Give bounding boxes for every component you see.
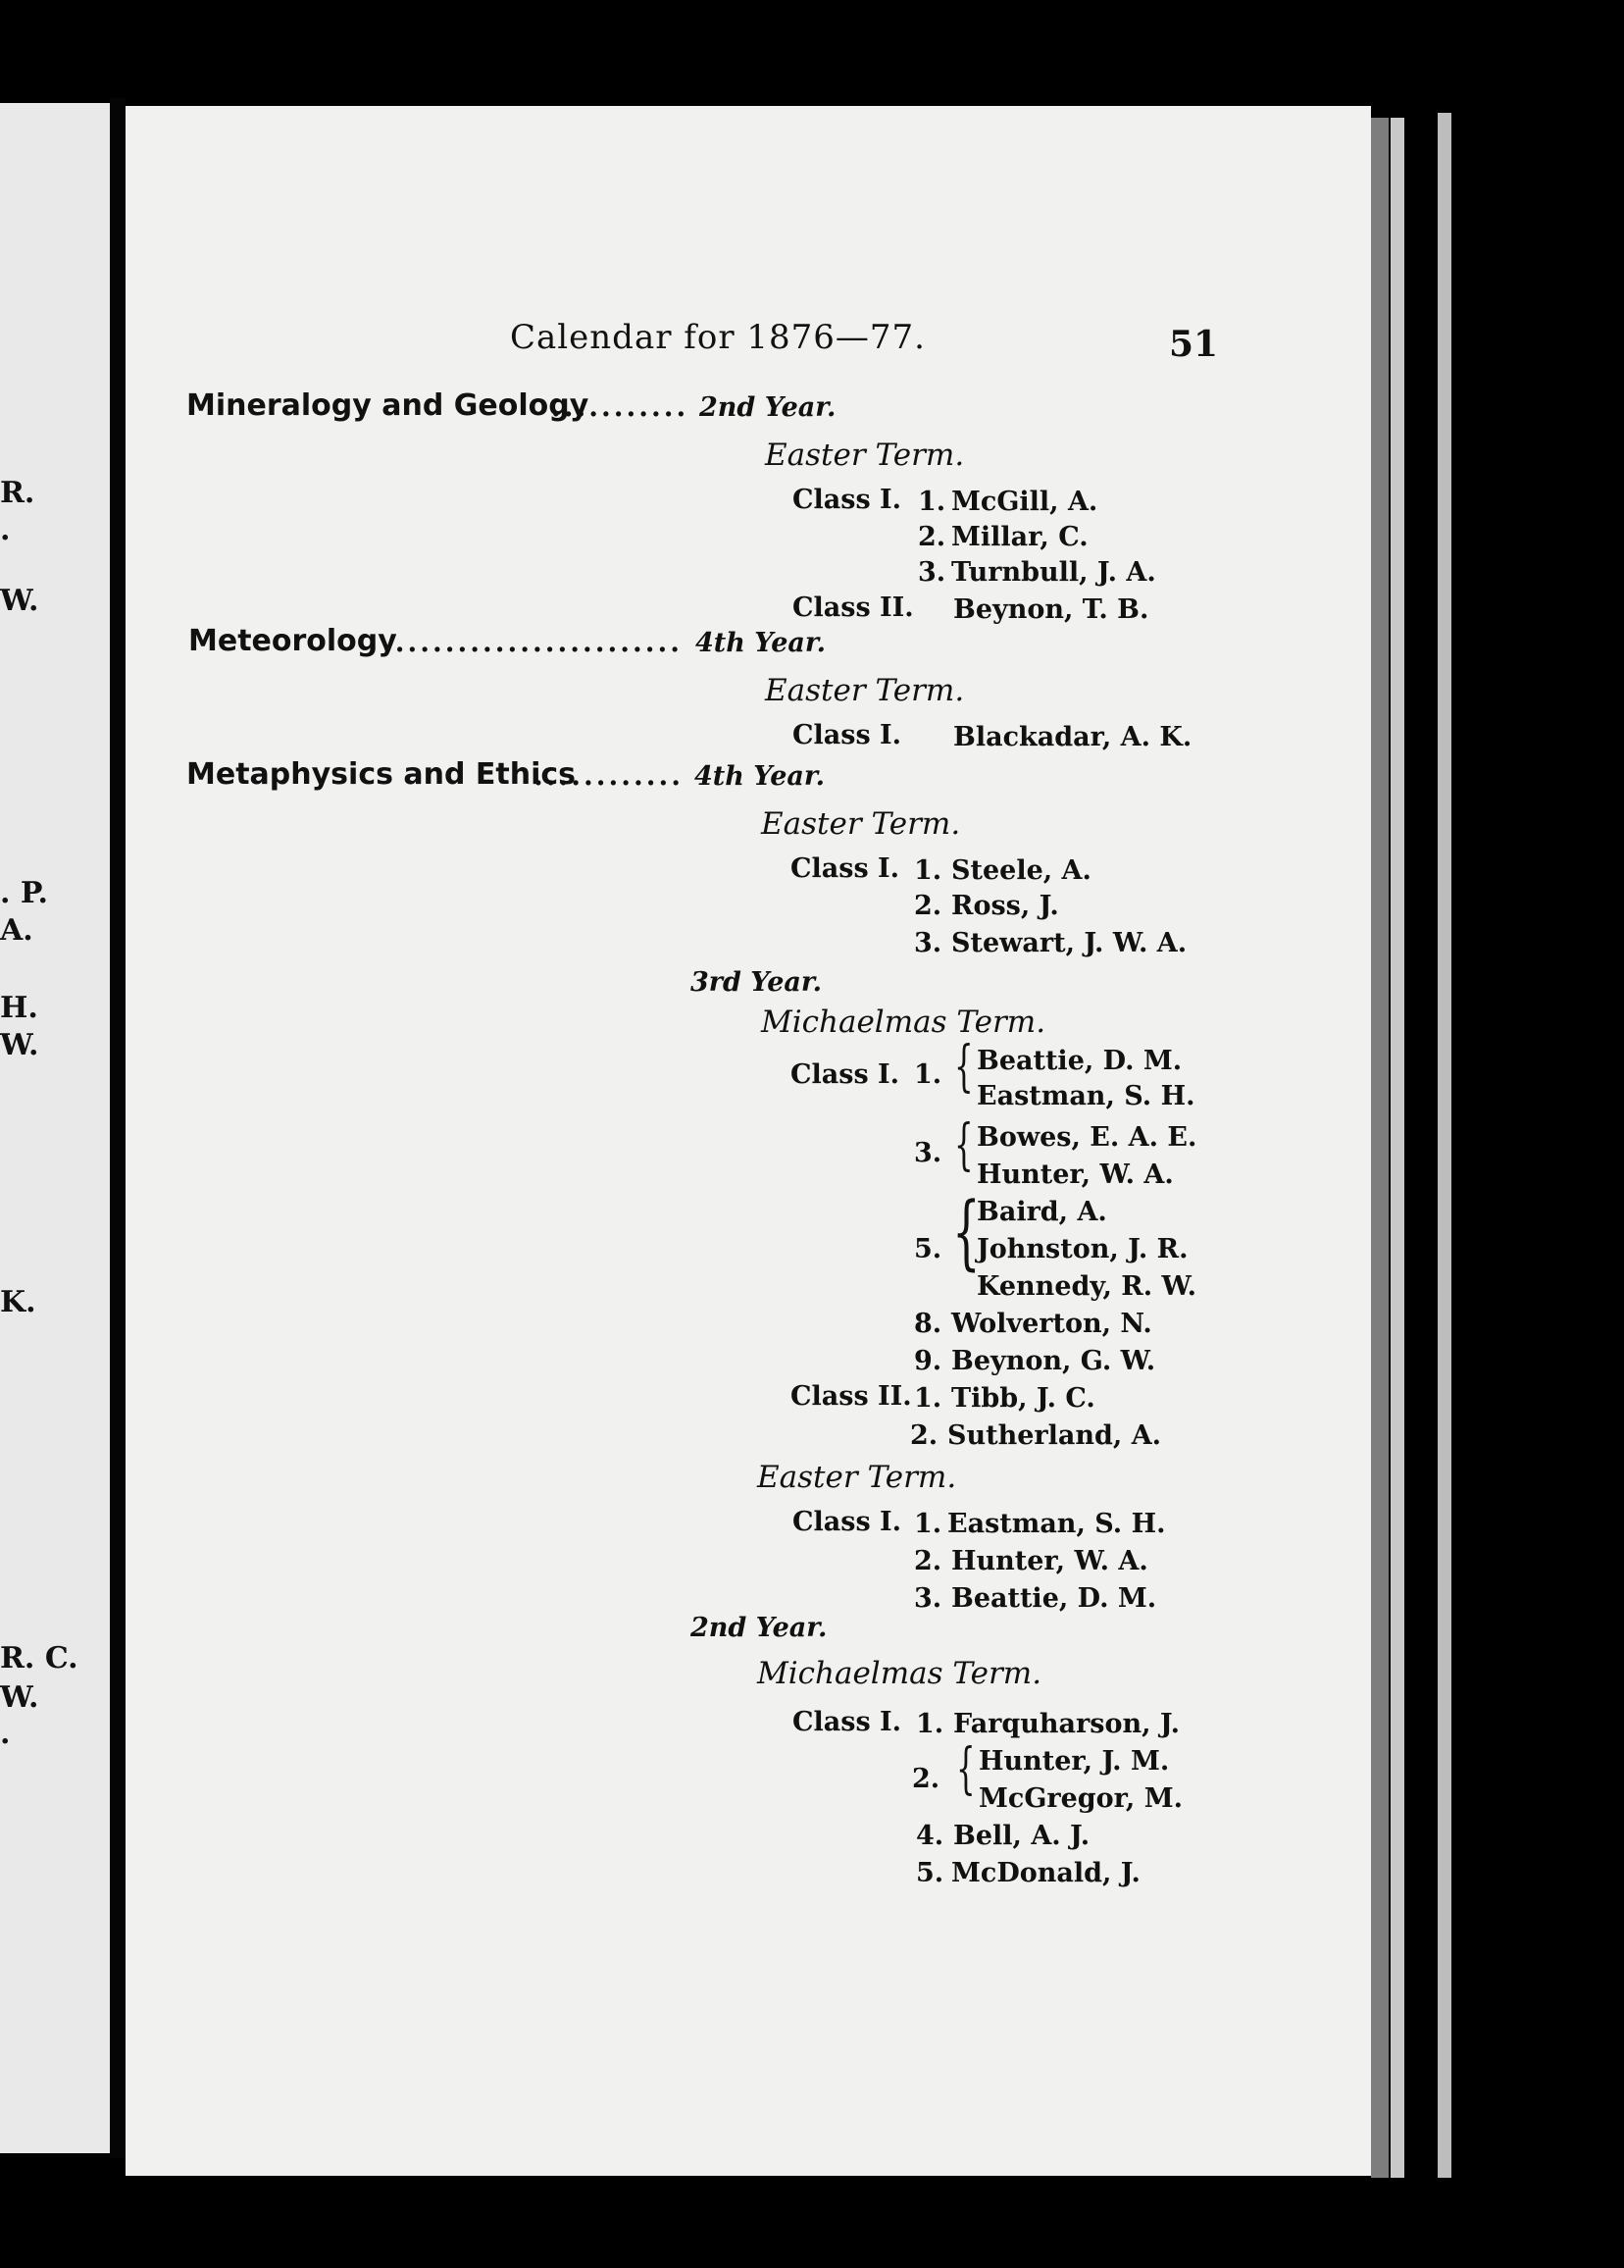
student-name: Beynon, T. B. xyxy=(953,594,1149,625)
page-header-title: Calendar for 1876—77. xyxy=(510,318,926,357)
left-fragment: H. xyxy=(0,991,38,1025)
student-name: McGregor, M. xyxy=(979,1783,1184,1814)
rank-number: 3. xyxy=(918,557,946,588)
rank-number: 1. xyxy=(914,1059,942,1090)
brace: { xyxy=(952,1186,981,1279)
left-fragment: R. xyxy=(0,476,35,510)
student-name: Bowes, E. A. E. xyxy=(977,1122,1197,1153)
term-heading: Easter Term. xyxy=(757,1460,957,1495)
student-name: Eastman, S. H. xyxy=(947,1509,1166,1539)
rank-number: 3. xyxy=(914,928,942,958)
student-name: Hunter, J. M. xyxy=(979,1746,1170,1777)
rank-number: 2. xyxy=(914,891,942,921)
student-name: McDonald, J. xyxy=(951,1858,1141,1888)
leader-dots: ........... xyxy=(551,390,689,423)
left-fragment: R. C. xyxy=(0,1641,78,1675)
leader-dots: ........................ xyxy=(382,626,683,658)
student-name: Hunter, W. A. xyxy=(977,1160,1174,1190)
rank-number: 1. xyxy=(914,855,942,886)
year-label: 4th Year. xyxy=(695,628,827,658)
page-number: 51 xyxy=(1169,324,1219,365)
rank-number: 5. xyxy=(916,1858,944,1888)
rank-number: 2. xyxy=(912,1764,940,1794)
book-spine xyxy=(110,98,126,2158)
left-fragment: A. xyxy=(0,913,33,948)
left-fragment: K. xyxy=(0,1285,36,1319)
student-name: Steele, A. xyxy=(951,855,1091,886)
year-label: 2nd Year. xyxy=(690,1613,828,1643)
student-name: Blackadar, A. K. xyxy=(953,722,1193,752)
student-name: Hunter, W. A. xyxy=(951,1546,1148,1576)
student-name: Beynon, G. W. xyxy=(951,1346,1156,1376)
term-heading: Easter Term. xyxy=(765,673,965,708)
student-name: Eastman, S. H. xyxy=(977,1081,1195,1111)
rank-number: 2. xyxy=(918,522,946,552)
brace: { xyxy=(954,1035,974,1099)
class-label: Class I. xyxy=(792,1507,902,1537)
rank-number: 1. xyxy=(916,1709,944,1739)
student-name: Tibb, J. C. xyxy=(951,1383,1095,1414)
class-label: Class I. xyxy=(792,720,902,750)
student-name: Beattie, D. M. xyxy=(977,1046,1183,1076)
student-name: Farquharson, J. xyxy=(953,1709,1180,1739)
rank-number: 2. xyxy=(914,1546,942,1576)
student-name: Turnbull, J. A. xyxy=(951,557,1156,588)
class-label: Class II. xyxy=(792,593,914,623)
page-edge xyxy=(1371,118,1389,2178)
student-name: Millar, C. xyxy=(951,522,1089,552)
left-fragment: . xyxy=(0,513,11,547)
left-page-edge xyxy=(0,103,110,2153)
rank-number: 8. xyxy=(914,1309,942,1339)
year-label: 4th Year. xyxy=(694,761,826,792)
class-label: Class I. xyxy=(792,485,902,515)
rank-number: 1. xyxy=(918,487,946,517)
left-fragment: W. xyxy=(0,1680,39,1715)
student-name: Wolverton, N. xyxy=(951,1309,1152,1339)
subject-heading: Mineralogy and Geology xyxy=(186,388,589,423)
student-name: Beattie, D. M. xyxy=(951,1583,1157,1614)
rank-number: 9. xyxy=(914,1346,942,1376)
left-fragment: . P. xyxy=(0,876,48,910)
year-label: 2nd Year. xyxy=(699,392,837,423)
subject-heading: Metaphysics and Ethics xyxy=(186,757,577,792)
student-name: Sutherland, A. xyxy=(947,1420,1162,1451)
rank-number: 5. xyxy=(914,1234,942,1264)
student-name: Ross, J. xyxy=(951,891,1059,921)
year-label: 3rd Year. xyxy=(690,967,823,998)
rank-number: 4. xyxy=(916,1821,944,1851)
class-label: Class I. xyxy=(790,853,900,884)
right-page xyxy=(126,106,1371,2176)
brace: { xyxy=(954,1113,974,1177)
student-name: Johnston, J. R. xyxy=(977,1234,1189,1264)
class-label: Class I. xyxy=(792,1707,902,1737)
class-label: Class II. xyxy=(790,1381,912,1412)
brace: { xyxy=(956,1737,976,1801)
left-fragment: W. xyxy=(0,584,39,618)
term-heading: Michaelmas Term. xyxy=(761,1005,1046,1040)
rank-number: 3. xyxy=(914,1138,942,1168)
rank-number: 1. xyxy=(914,1383,942,1414)
page-edge xyxy=(1391,118,1404,2178)
term-heading: Easter Term. xyxy=(761,806,961,842)
student-name: McGill, A. xyxy=(951,487,1098,517)
student-name: Baird, A. xyxy=(977,1197,1107,1227)
rank-number: 3. xyxy=(914,1583,942,1614)
page-edge xyxy=(1438,113,1451,2178)
rank-number: 2. xyxy=(910,1420,939,1451)
term-heading: Michaelmas Term. xyxy=(757,1656,1042,1691)
left-fragment: W. xyxy=(0,1028,39,1062)
left-fragment: . xyxy=(0,1717,11,1751)
class-label: Class I. xyxy=(790,1059,900,1090)
student-name: Bell, A. J. xyxy=(953,1821,1091,1851)
rank-number: 1. xyxy=(914,1509,942,1539)
student-name: Kennedy, R. W. xyxy=(977,1271,1197,1302)
subject-heading: Meteorology xyxy=(188,624,397,658)
leader-dots: ............ xyxy=(533,759,684,792)
term-heading: Easter Term. xyxy=(765,438,965,473)
student-name: Stewart, J. W. A. xyxy=(951,928,1188,958)
